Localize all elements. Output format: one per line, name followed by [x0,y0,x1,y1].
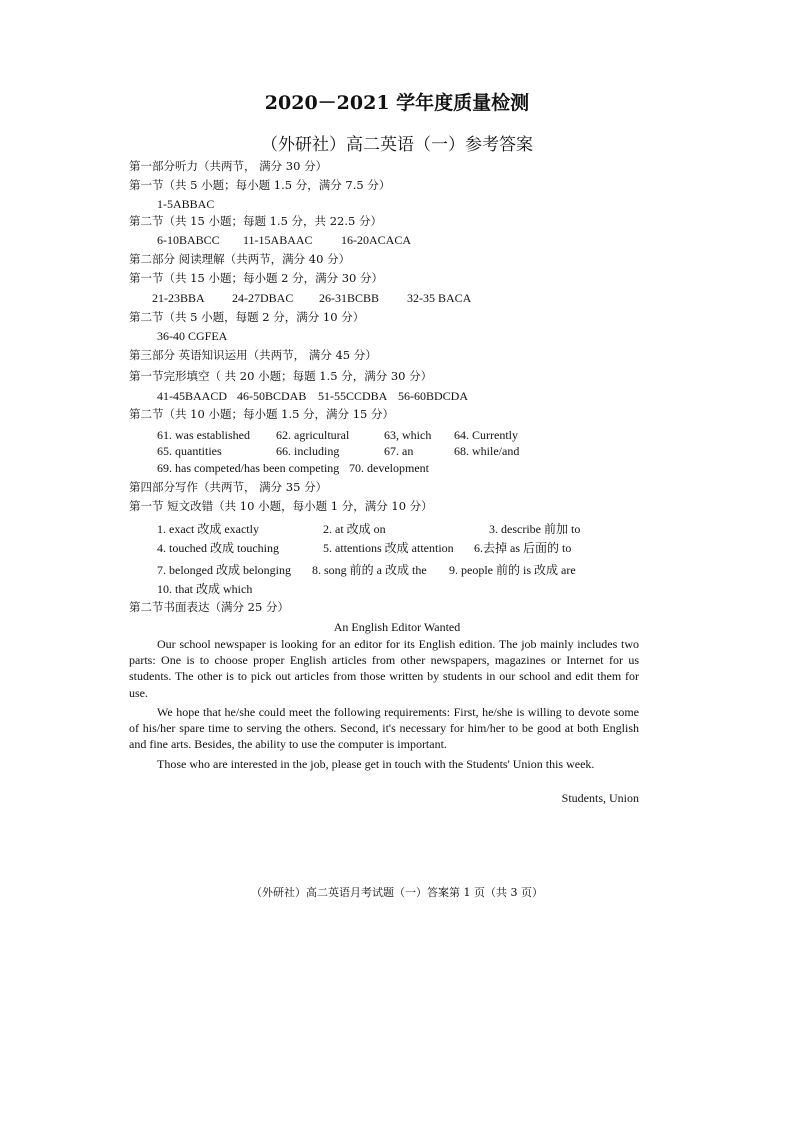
part3-section1-answer: 41-45BAACD [157,389,228,403]
part1-section2-heading: 第二节（共 15 小题；每题 1.5 分，共 22.5 分） [129,214,382,228]
grammar-answer: 68. while/and [454,444,520,458]
doc-subtitle: （外研社）高二英语（一）参考答案 [261,135,533,155]
grammar-answer: 69. has competed/has been competing [157,461,340,475]
correction-item: 8. song 前的 a 改成 the [312,563,427,577]
correction-item: 4. touched 改成 touching [157,541,279,555]
correction-item: 7. belonged 改成 belonging [157,563,291,577]
essay-title: An English Editor Wanted [333,620,461,634]
part2-section2-heading: 第二节（共 5 小题，每题 2 分，满分 10 分） [129,310,365,324]
grammar-answer: 67. an [384,444,414,458]
correction-item: 5. attentions 改成 attention [323,541,454,555]
part3-heading: 第三部分 英语知识运用（共两节， 满分 45 分） [129,348,377,362]
part1-section1-answers: 1-5ABBAC [157,197,215,211]
part2-section1-answer: 32-35 BACA [407,291,472,305]
grammar-answer: 62. agricultural [276,428,350,442]
essay-paragraph: Those who are interested in the job, please get in touch with the Students' Union this week. [157,757,595,771]
part1-section2-answer: 6-10BABCC [157,233,220,247]
essay-paragraph: We hope that he/she could meet the following requirements: First, he/she is willing to devote some of his/her spare time to serving the others. Second, it's necessary for him/her to be good at both English and fine arts. Besides, the ability to use the computer is important. [129,705,639,752]
part3-section1-heading: 第一节完形填空（ 共 20 小题；每题 1.5 分，满分 30 分） [129,369,433,383]
correction-item: 9. people 前的 is 改成 are [449,563,576,577]
part1-section1-heading: 第一节（共 5 小题；每小题 1.5 分，满分 7.5 分） [129,178,391,192]
doc-title: 2020－2021 学年度质量检测 [264,92,530,114]
essay-paragraph: Our school newspaper is looking for an editor for its English edition. The job mainly includes two parts: One is to choose proper English articles from other newspapers, magazines or Internet for us students. The other is to pick out articles from those written by students in our school and edit them for use. [129,637,639,700]
part4-section2-heading: 第二节书面表达（满分 25 分） [129,600,289,614]
essay-signature: Students, Union [561,791,639,805]
page-footer: （外研社）高二英语月考试题（一）答案第 1 页（共 3 页） [251,886,543,899]
part3-section2-heading: 第二节（共 10 小题；每小题 1.5 分，满分 15 分） [129,407,394,421]
part2-section1-answer: 24-27DBAC [232,291,294,305]
grammar-answer: 66. including [276,444,340,458]
part1-section2-answer: 11-15ABAAC [243,233,313,247]
part2-section1-answer: 26-31BCBB [319,291,380,305]
part2-section1-heading: 第一节（共 15 小题；每小题 2 分，满分 30 分） [129,271,384,285]
grammar-answer: 61. was established [157,428,250,442]
part2-heading: 第二部分 阅读理解（共两节，满分 40 分） [129,252,351,266]
correction-item: 6.去掉 as 后面的 to [474,541,572,555]
grammar-answer: 65. quantities [157,444,222,458]
part1-section2-answer: 16-20ACACA [341,233,412,247]
part3-section1-answer: 46-50BCDAB [237,389,307,403]
part3-section1-answer: 56-60BDCDA [398,389,469,403]
correction-item: 3. describe 前加 to [489,522,581,536]
part2-section1-answer: 21-23BBA [152,291,205,305]
part1-heading: 第一部分听力（共两节， 满分 30 分） [129,159,328,173]
part4-heading: 第四部分写作（共两节， 满分 35 分） [129,480,328,494]
correction-item: 2. at 改成 on [323,522,386,536]
correction-item: 10. that 改成 which [157,582,253,596]
grammar-answer: 70. development [349,461,429,475]
part3-section1-answer: 51-55CCDBA [318,389,388,403]
grammar-answer: 63, which [384,428,432,442]
part2-section2-answers: 36-40 CGFEA [157,329,228,343]
part4-section1-heading: 第一节 短文改错（共 10 小题，每小题 1 分，满分 10 分） [129,499,433,513]
grammar-answer: 64. Currently [454,428,518,442]
correction-item: 1. exact 改成 exactly [157,522,259,536]
